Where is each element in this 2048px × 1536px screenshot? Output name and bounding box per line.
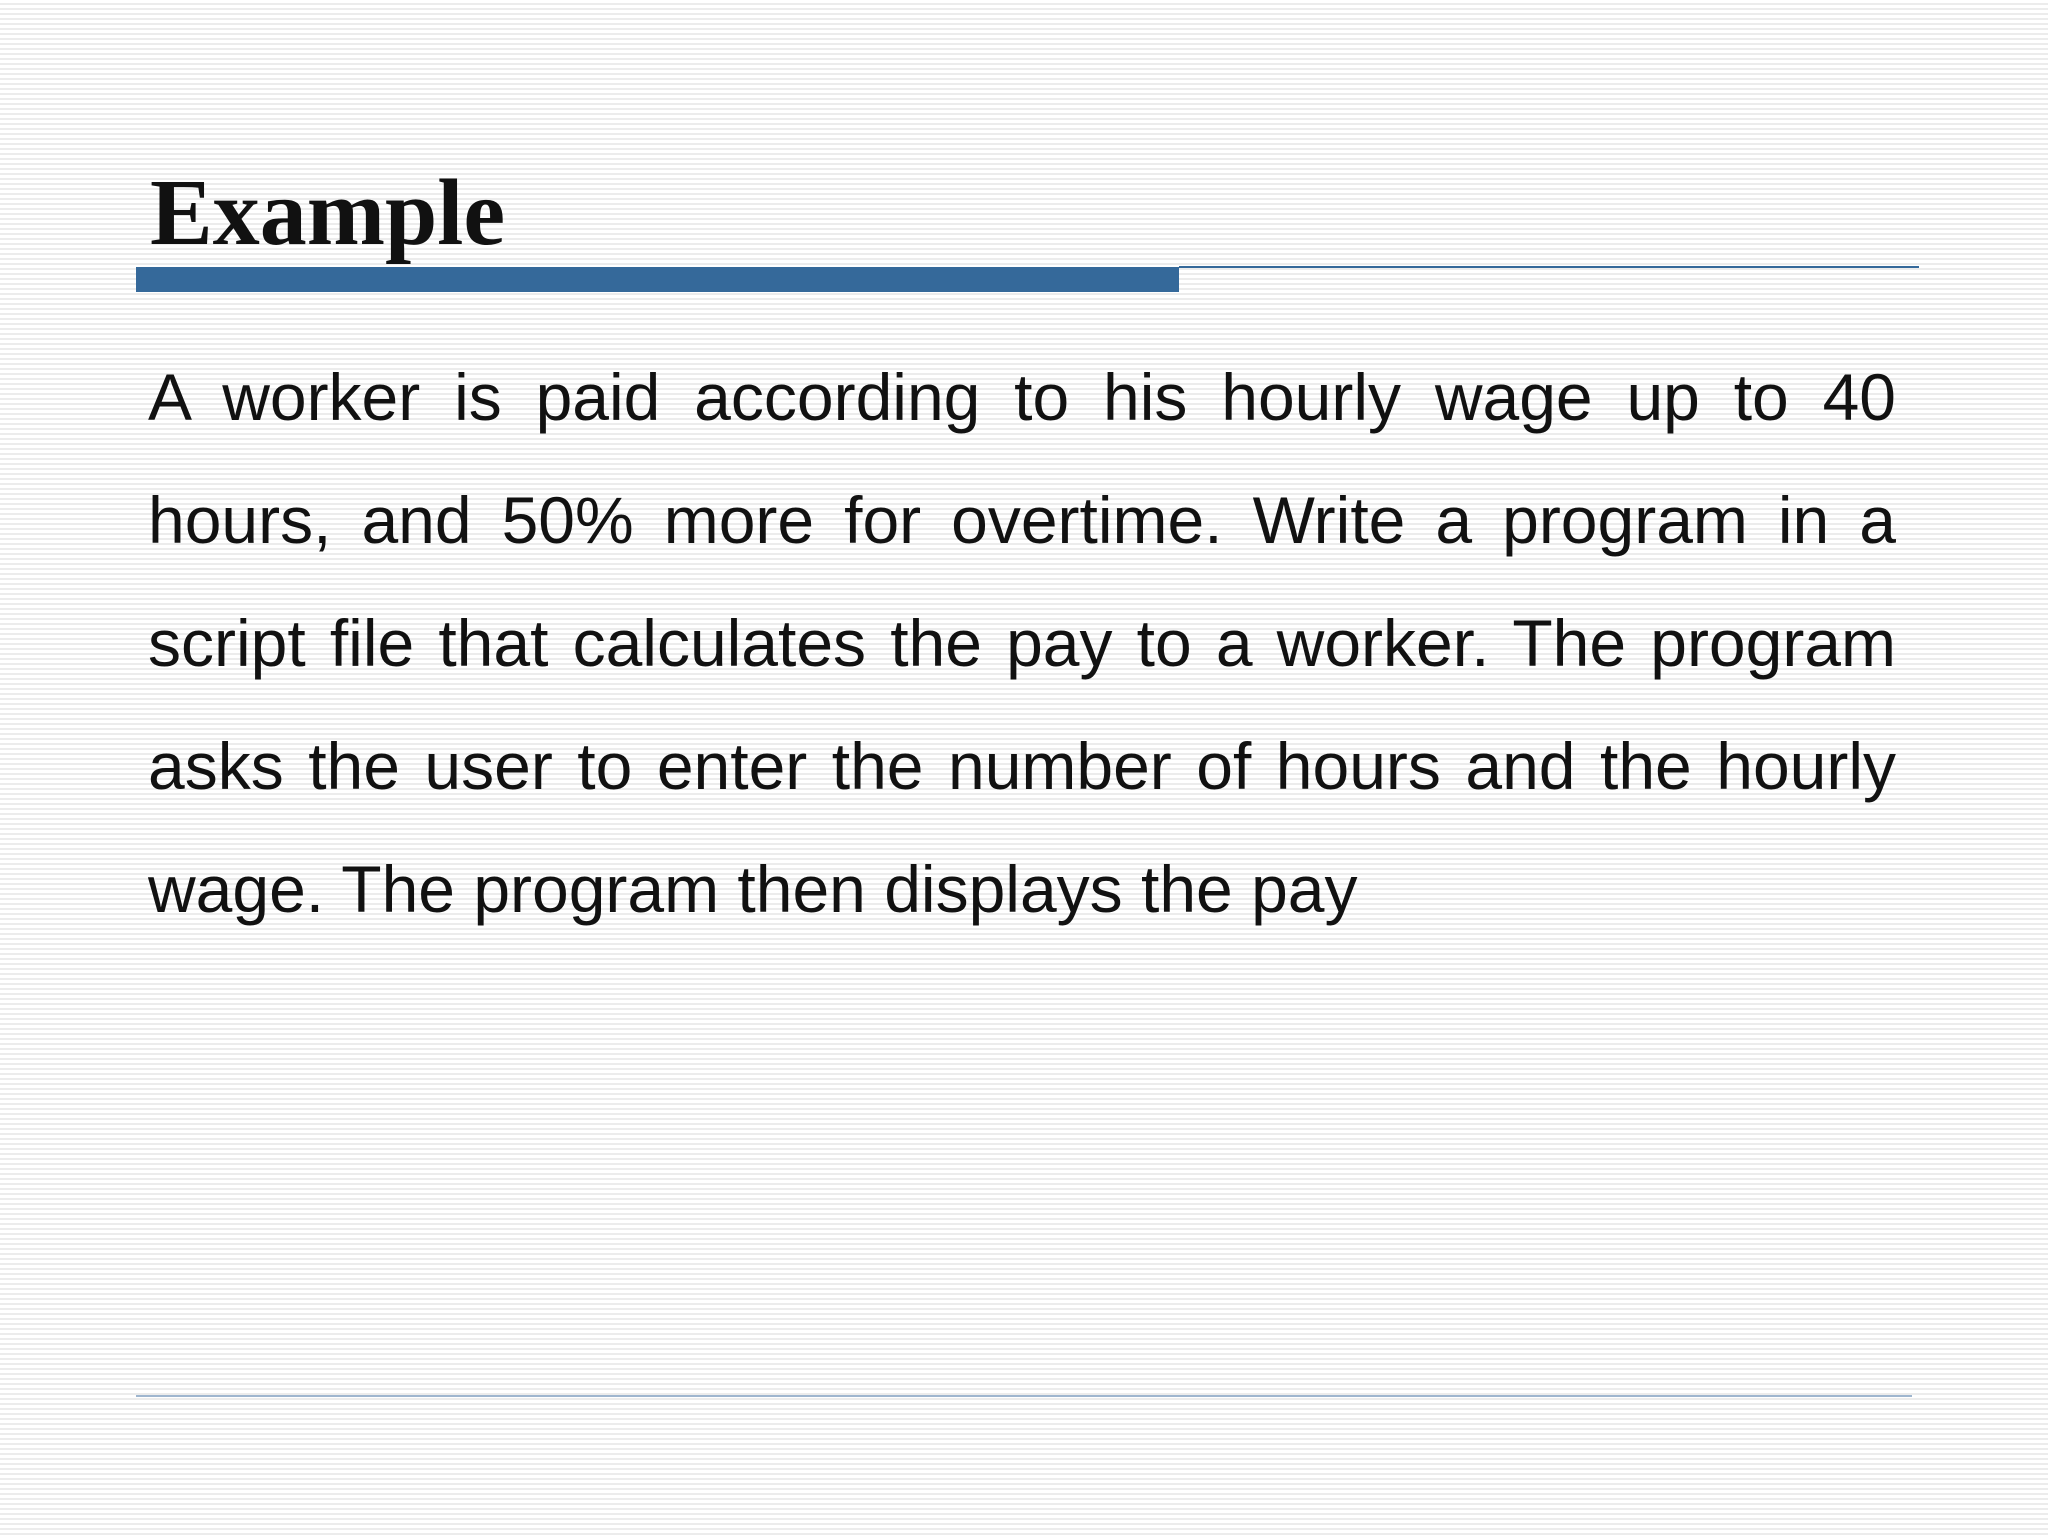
slide-body-text: A worker is paid according to his hourly wage up to 40 hours, and 50% more for overtime. Write a program in a script file that calculates the pay to a worker. The program asks the user to enter the number of hours and the hourly wage. The program then displays the pay bbox=[148, 360, 1896, 926]
title-underline-thick bbox=[136, 267, 1179, 292]
footer-divider bbox=[136, 1395, 1912, 1397]
slide-title: Example bbox=[150, 161, 506, 265]
title-underline-thin bbox=[1179, 266, 1919, 268]
